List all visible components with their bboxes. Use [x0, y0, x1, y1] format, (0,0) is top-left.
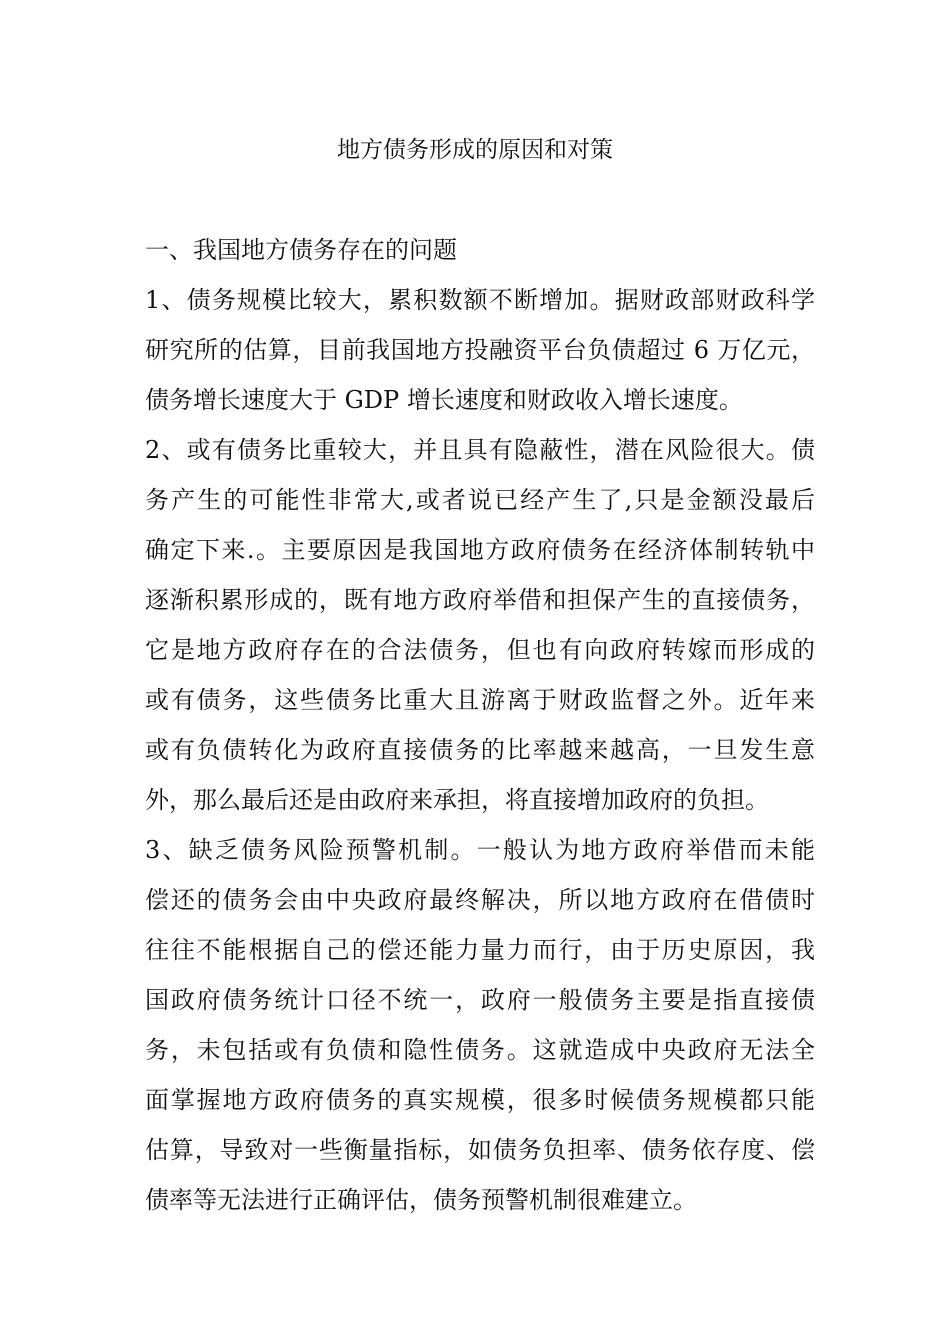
- text-line: 或有债务，这些债务比重大且游离于财政监督之外。近年来: [145, 686, 815, 714]
- text-line: 债务增长速度大于 GDP 增长速度和财政收入增长速度。: [145, 386, 743, 414]
- text-line: 3、缺乏债务风险预警机制。一般认为地方政府举借而未能: [145, 836, 815, 864]
- text-line: 务，未包括或有负债和隐性债务。这就造成中央政府无法全: [145, 1036, 815, 1064]
- text-line: 确定下来.。主要原因是我国地方政府债务在经济体制转轨中: [145, 536, 815, 564]
- text-line: 逐渐积累形成的，既有地方政府举借和担保产生的直接债务，: [145, 586, 815, 614]
- paragraph-1: [145, 275, 815, 425]
- text-line: 研究所的估算，目前我国地方投融资平台负债超过 6 万亿元，: [145, 336, 815, 364]
- paragraph-3: [145, 825, 815, 1225]
- text-line: 国政府债务统计口径不统一，政府一般债务主要是指直接债: [145, 986, 815, 1014]
- text-line: 偿还的债务会由中央政府最终解决，所以地方政府在借债时: [145, 886, 815, 914]
- paragraph-2: [145, 425, 815, 825]
- text-line: 往往不能根据自己的偿还能力量力而行，由于历史原因，我: [145, 936, 815, 964]
- text-line: 债率等无法进行正确评估，债务预警机制很难建立。: [145, 1186, 697, 1214]
- text-line: 估算，导致对一些衡量指标，如债务负担率、债务依存度、偿: [145, 1136, 815, 1164]
- text-line: 或有负债转化为政府直接债务的比率越来越高，一旦发生意: [145, 736, 815, 764]
- text-line: 面掌握地方政府债务的真实规模，很多时候债务规模都只能: [145, 1086, 815, 1114]
- text-line: 它是地方政府存在的合法债务，但也有向政府转嫁而形成的: [145, 636, 815, 664]
- text-line: 务产生的可能性非常大,或者说已经产生了,只是金额没最后: [145, 486, 815, 514]
- document-body: [145, 225, 815, 1225]
- text-line: 2、或有债务比重较大，并且具有隐蔽性，潜在风险很大。债: [145, 436, 815, 464]
- section-heading: 一、我国地方债务存在的问题: [145, 236, 457, 264]
- document-title: 地方债务形成的原因和对策: [337, 137, 613, 163]
- text-line: 1、债务规模比较大，累积数额不断增加。据财政部财政科学: [145, 286, 815, 314]
- text-line: 外，那么最后还是由政府来承担，将直接增加政府的负担。: [145, 786, 769, 814]
